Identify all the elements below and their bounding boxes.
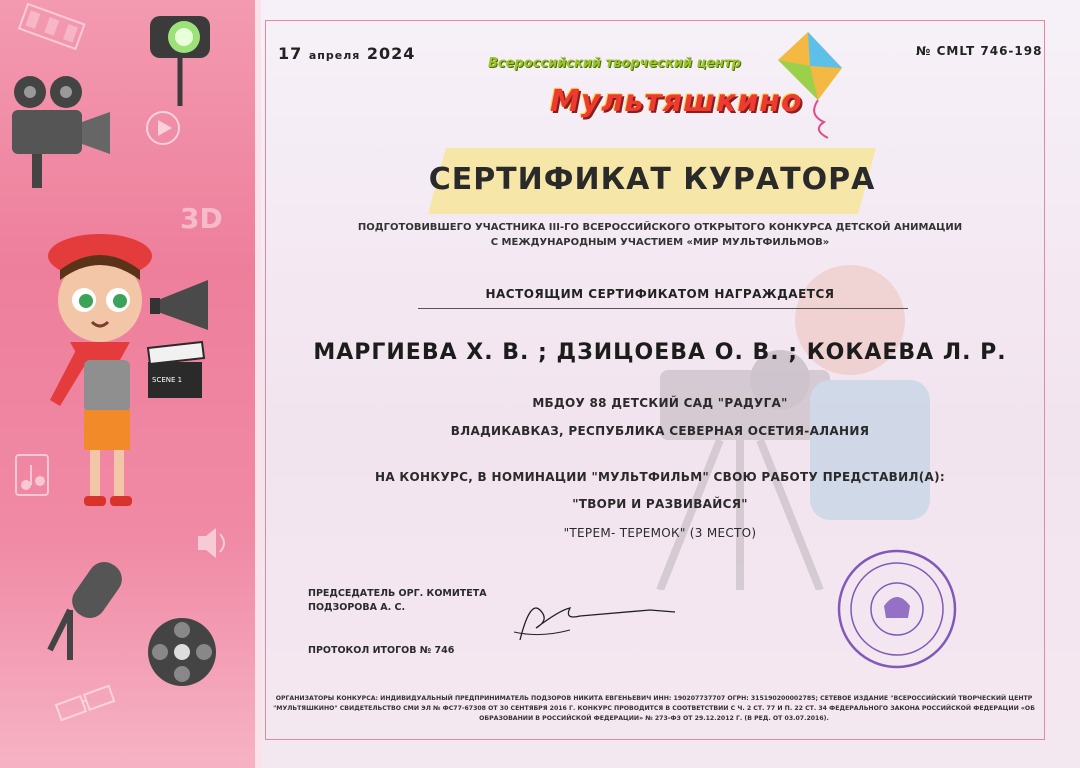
contest-text: НА КОНКУРС, В НОМИНАЦИИ "МУЛЬТФИЛЬМ" СВОЮ РАБОТУ ПРЕДСТАВИЛ(А): <box>375 470 945 484</box>
chair-name: ПОДЗОРОВА А. С. <box>308 602 406 613</box>
work-result: "ТЕРЕМ- ТЕРЕМОК" (3 МЕСТО) <box>563 526 757 540</box>
organization-logo-text: Мультяшкино <box>550 84 803 119</box>
kite-icon <box>768 30 848 140</box>
official-stamp <box>836 548 958 670</box>
play-icon <box>147 112 179 144</box>
subtitle-line-2: С МЕЖДУНАРОДНЫМ УЧАСТИЕМ «МИР МУЛЬТФИЛЬМОВ» <box>490 237 830 248</box>
megaphone-icon <box>150 280 208 330</box>
divider <box>418 308 908 309</box>
scene-label: SCENE 1 <box>152 376 183 384</box>
footer-legal-text: ОРГАНИЗАТОРЫ КОНКУРСА: ИНДИВИДУАЛЬНЫЙ ПРЕДПРИНИМАТЕЛЬ ПОДЗОРОВ НИКИТА ЕВГЕНЬЕВИЧ ИНН: 190207737707 ОГРН: 315190200002785; СЕТЕВОЕ ИЗДАНИЕ "ВСЕРОССИЙСКИЙ ТВОРЧЕСКИЙ ЦЕНТР "МУЛЬТЯШКИНО" СВИДЕТЕЛЬСТВО СМИ ЭЛ № ФС77-67308 ОТ 30 СЕНТЯБРЯ 2016 Г. КОНКУРС ПРОВОДИТСЯ В СООТВЕТСТВИИ С Ч. 2 СТ. 77 И П. 22 СТ. 34 ФЕДЕРАЛЬНОГО ЗАКОНА РОССИЙСКОЙ ФЕДЕРАЦИИ «ОБ ОБРАЗОВАНИИ В РОССИЙСКОЙ ФЕДЕРАЦИИ» № 273-ФЗ ОТ 29.12.2012 Г. (В РЕД. ОТ 03.07.2016). <box>273 695 1035 722</box>
clapperboard-icon <box>148 342 204 398</box>
microphone-icon <box>50 556 128 660</box>
spotlight-icon <box>150 16 210 106</box>
date-year: 2024 <box>366 44 416 63</box>
boy-character <box>48 234 152 506</box>
awarded-text: НАСТОЯЩИМ СЕРТИФИКАТОМ НАГРАЖДАЕТСЯ <box>485 287 835 301</box>
date-month: апреля <box>308 49 361 62</box>
protocol-number: ПРОТОКОЛ ИТОГОВ № 746 <box>308 645 455 656</box>
subtitle-line-1: ПОДГОТОВИВШЕГО УЧАСТНИКА III-ГО ВСЕРОССИЙСКОГО ОТКРЫТОГО КОНКУРСА ДЕТСКОЙ АНИМАЦИИ <box>357 222 963 233</box>
recipient-names: МАРГИЕВА Х. В. ; ДЗИЦОЕВА О. В. ; КОКАЕВА Л. Р. <box>313 340 1007 365</box>
organization-tagline: Всероссийский творческий центр <box>488 56 741 71</box>
date-day: 17 <box>278 44 303 63</box>
location: ВЛАДИКАВКАЗ, РЕСПУБЛИКА СЕВЕРНАЯ ОСЕТИЯ-АЛАНИЯ <box>450 424 870 438</box>
music-note-icon <box>16 455 48 495</box>
3d-glasses-icon <box>56 686 114 720</box>
film-strip-icon <box>19 4 84 49</box>
movie-camera-icon <box>12 76 110 188</box>
film-reel-icon <box>148 618 216 686</box>
certificate-title: СЕРТИФИКАТ КУРАТОРА <box>428 162 876 197</box>
institution: МБДОУ 88 ДЕТСКИЙ САД "РАДУГА" <box>532 396 788 410</box>
speaker-icon <box>198 528 224 558</box>
certificate-date <box>278 44 415 63</box>
work-title: "ТВОРИ И РАЗВИВАЙСЯ" <box>572 497 748 511</box>
certificate-number: № CMLT 746-198 <box>916 44 1043 58</box>
signature <box>500 580 680 650</box>
decorative-art <box>0 0 255 768</box>
chair-title: ПРЕДСЕДАТЕЛЬ ОРГ. КОМИТЕТА <box>308 588 487 599</box>
3d-icon: 3D <box>180 202 223 235</box>
